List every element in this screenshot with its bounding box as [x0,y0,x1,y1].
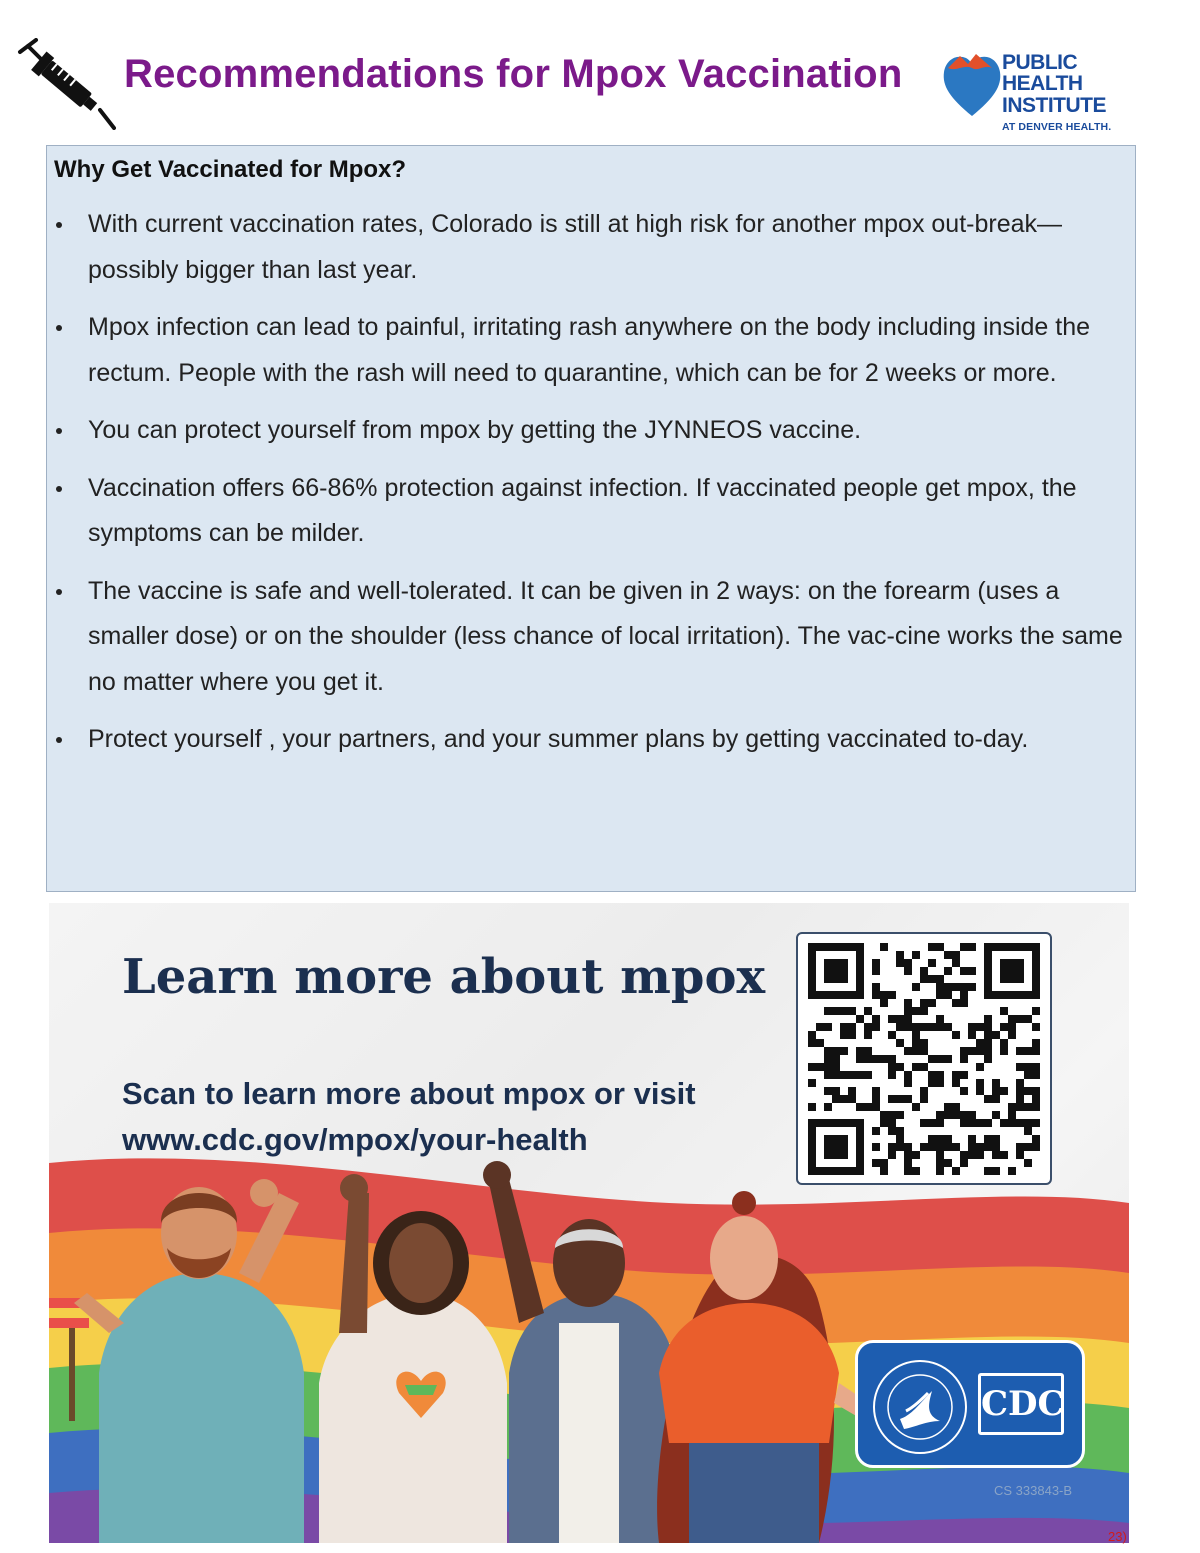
reason-item: The vaccine is safe and well-tolerated. It can be given in 2 ways: on the forearm (uses a smaller dose) or on the shoulder (less chance of local irritation). The vac-cine works the same no matter where you get it. [47,569,1137,706]
person-2 [319,1174,507,1543]
logo-line-2: INSTITUTE [1002,94,1106,117]
reason-item: With current vaccination rates, Colorado is still at high risk for another mpox out-break—possibly bigger than last year. [47,202,1137,293]
page-title: Recommendations for Mpox Vaccination [124,52,903,96]
info-heading: Why Get Vaccinated for Mpox? [54,156,407,183]
person-3 [483,1161,677,1543]
cdc-badge [855,1340,1085,1468]
why-vaccinate-box [46,145,1136,892]
cdc-mpox-poster [49,903,1129,1543]
person-1 [49,1179,304,1543]
poster-subtitle: Scan to learn more about mpox or visit www.cdc.gov/mpox/your-health [122,1076,696,1157]
hhs-seal-icon [870,1357,970,1457]
cdc-logo: CDC [978,1373,1064,1435]
phi-heart-logo [940,50,1004,118]
revision-date: 23) [1108,1529,1127,1544]
reason-item: Mpox infection can lead to painful, irritating rash anywhere on the body including inside the rectum. People with the rash will need to quarantine, which can be for 2 weeks or more. [47,305,1137,396]
logo-line-3: AT DENVER HEALTH. [1002,121,1112,133]
syringe-icon [14,38,116,130]
reason-item: You can protect yourself from mpox by getting the JYNNEOS vaccine. [47,408,1137,454]
public-health-institute-logo [940,50,1155,133]
reasons-list [47,202,1137,775]
reason-item: Protect yourself , your partners, and your summer plans by getting vaccinated to-day. [47,717,1137,763]
poster-title: Learn more about mpox [122,949,766,1005]
logo-line-1: PUBLIC HEALTH [1002,51,1083,95]
reason-item: Vaccination offers 66-86% protection against infection. If vaccinated people get mpox, the symptoms can be milder. [47,466,1137,557]
poster-code: CS 333843-B [994,1483,1073,1498]
page-header [0,0,1200,140]
